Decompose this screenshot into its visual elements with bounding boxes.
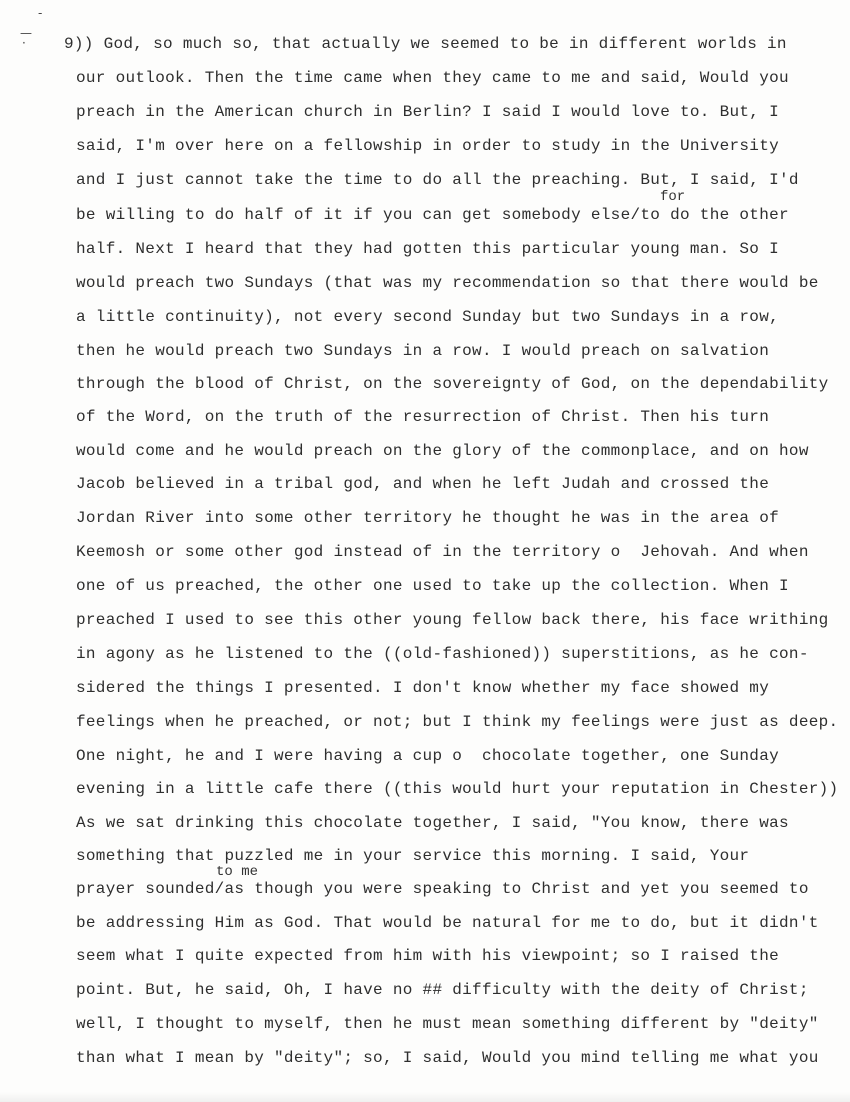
text-line-2: our outlook. Then the time came when they came to me and said, Would you	[76, 69, 789, 87]
text-line-14: Jacob believed in a tribal god, and when he left Judah and crossed the	[76, 475, 770, 493]
text-line-17: one of us preached, the other one used to take up the collection. When I	[76, 577, 789, 595]
text-line-22: One night, he and I were having a cup o chocolate together, one Sunday	[76, 747, 780, 765]
text-line-21: feelings when he preached, or not; but I think my feelings were just as deep.	[76, 713, 839, 731]
text-line-1: 9)) God, so much so, that actually we seemed to be in different worlds in	[64, 35, 787, 53]
text-line-7: half. Next I heard that they had gotten this particular young man. So I	[76, 240, 780, 258]
text-line-29: point. But, he said, Oh, I have no ## difficulty with the deity of Christ;	[76, 981, 809, 999]
text-line-16: Keemosh or some other god instead of in the territory o Jehovah. And when	[76, 543, 809, 561]
text-line-18: preached I used to see this other young fellow back there, his face writhing	[76, 611, 829, 629]
text-line-5: and I just cannot take the time to do all the preaching. But, I said, I'd	[76, 171, 799, 189]
margin-dash: —	[20, 26, 32, 40]
text-line-6: be willing to do half of it if you can get somebody else/to do the other	[76, 206, 789, 224]
text-line-20: sidered the things I presented. I don't know whether my face showed my	[76, 679, 770, 697]
insertion-for: for	[660, 189, 686, 205]
text-line-23: evening in a little cafe there ((this would hurt your reputation in Chester))	[76, 780, 839, 798]
text-line-8: would preach two Sundays (that was my recommendation so that there would be	[76, 274, 819, 292]
text-line-26: prayer sounded/as though you were speaking to Christ and yet you seemed to	[76, 880, 809, 898]
text-line-31: than what I mean by "deity"; so, I said, Would you mind telling me what you	[76, 1049, 819, 1067]
text-line-13: would come and he would preach on the glory of the commonplace, and on how	[76, 442, 809, 460]
text-line-10: then he would preach two Sundays in a row. I would preach on salvation	[76, 342, 770, 360]
insertion-to-me: to me	[216, 864, 259, 880]
text-line-12: of the Word, on the truth of the resurrection of Christ. Then his turn	[76, 408, 770, 426]
text-line-24: As we sat drinking this chocolate together, I said, "You know, there was	[76, 814, 789, 832]
text-line-25: something that puzzled me in your service this morning. I said, Your	[76, 847, 750, 865]
text-line-4: said, I'm over here on a fellowship in order to study in the University	[76, 137, 780, 155]
margin-dot: ·	[22, 36, 26, 50]
text-line-11: through the blood of Christ, on the sovereignty of God, on the dependability	[76, 375, 829, 393]
text-line-3: preach in the American church in Berlin? I said I would love to. But, I	[76, 103, 780, 121]
text-line-9: a little continuity), not every second Sunday but two Sundays in a row,	[76, 308, 780, 326]
scan-bottom-edge	[0, 1092, 850, 1102]
margin-tick: -	[38, 6, 43, 20]
text-line-15: Jordan River into some other territory he thought he was in the area of	[76, 509, 780, 527]
text-line-28: seem what I quite expected from him with his viewpoint; so I raised the	[76, 947, 780, 965]
text-line-27: be addressing Him as God. That would be natural for me to do, but it didn't	[76, 914, 819, 932]
text-line-19: in agony as he listened to the ((old-fashioned)) superstitions, as he con-	[76, 645, 809, 663]
text-line-30: well, I thought to myself, then he must mean something different by "deity"	[76, 1015, 819, 1033]
